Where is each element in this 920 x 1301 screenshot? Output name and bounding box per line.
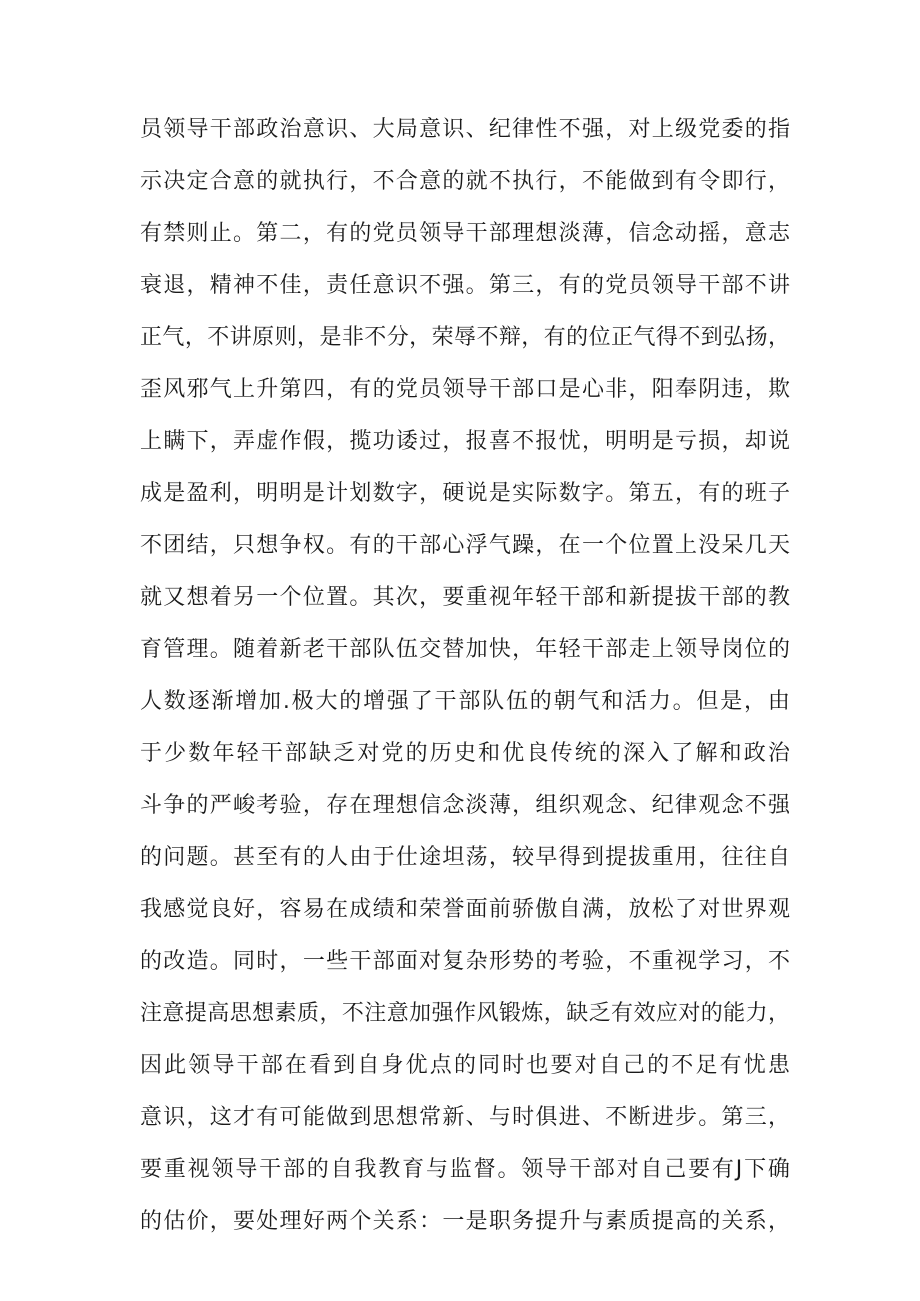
text-line: 人数逐渐增加.极大的增强了干部队伍的朝气和活力。但是，由 <box>140 689 792 714</box>
text-line: 示决定合意的就执行，不合意的就不执行，不能做到有令即行， <box>140 169 792 194</box>
text-line: 意识，这才有可能做到思想常新、与时俱进、不断进步。第三， <box>140 1105 792 1130</box>
text-line: 正气，不讲原则，是非不分，荣辱不辩，有的位正气得不到弘扬， <box>140 325 791 350</box>
text-line: 的估价，要处理好两个关系：一是职务提升与素质提高的关系， <box>140 1209 792 1234</box>
text-line: 因此领导干部在看到自身优点的同时也要对自己的不足有忧患 <box>140 1053 793 1078</box>
text-line: 衰退，精神不佳，责任意识不强。第三，有的党员领导干部不讲 <box>140 273 792 298</box>
text-line: 的问题。甚至有的人由于仕途坦荡，较早得到提拔重用，往往自 <box>140 845 792 870</box>
text-line: 我感觉良好，容易在成绩和荣誉面前骄傲自满，放松了对世界观 <box>140 897 792 922</box>
text-line: 斗争的严峻考验，存在理想信念淡薄，组织观念、纪律观念不强 <box>140 793 792 818</box>
text-line: 的改造。同时，一些干部面对复杂形势的考验，不重视学习，不 <box>140 949 792 974</box>
text-line: 有禁则止。第二，有的党员领导干部理想淡薄，信念动摇，意志 <box>140 221 792 246</box>
text-line: 于少数年轻干部缺乏对党的历史和优良传统的深入了解和政治 <box>140 741 793 766</box>
text-line: 育管理。随着新老干部队伍交替加快，年轻干部走上领导岗位的 <box>140 637 792 662</box>
text-line: 成是盈利，明明是计划数字，硬说是实际数字。第五，有的班子 <box>140 481 792 506</box>
text-line: 要重视领导干部的自我教育与监督。领导干部对自己要有J下确 <box>140 1157 792 1182</box>
text-line: 上瞒下，弄虚作假，揽功诿过，报喜不报忧，明明是亏损，却说 <box>140 429 792 454</box>
text-line: 不团结，只想争权。有的干部心浮气躁，在一个位置上没呆几天 <box>140 533 792 558</box>
text-line: 注意提高思想素质，不注意加强作风锻炼，缺乏有效应对的能力， <box>140 1001 791 1026</box>
body-text <box>140 104 793 1248</box>
text-line: 员领导干部政治意识、大局意识、纪律性不强，对上级党委的指 <box>140 117 792 142</box>
text-line: 歪风邪气上升第四，有的党员领导干部口是心非，阳奉阴违，欺 <box>140 377 792 402</box>
text-line: 就又想着另一个位置。其次，要重视年轻干部和新提拔干部的教 <box>140 585 792 610</box>
